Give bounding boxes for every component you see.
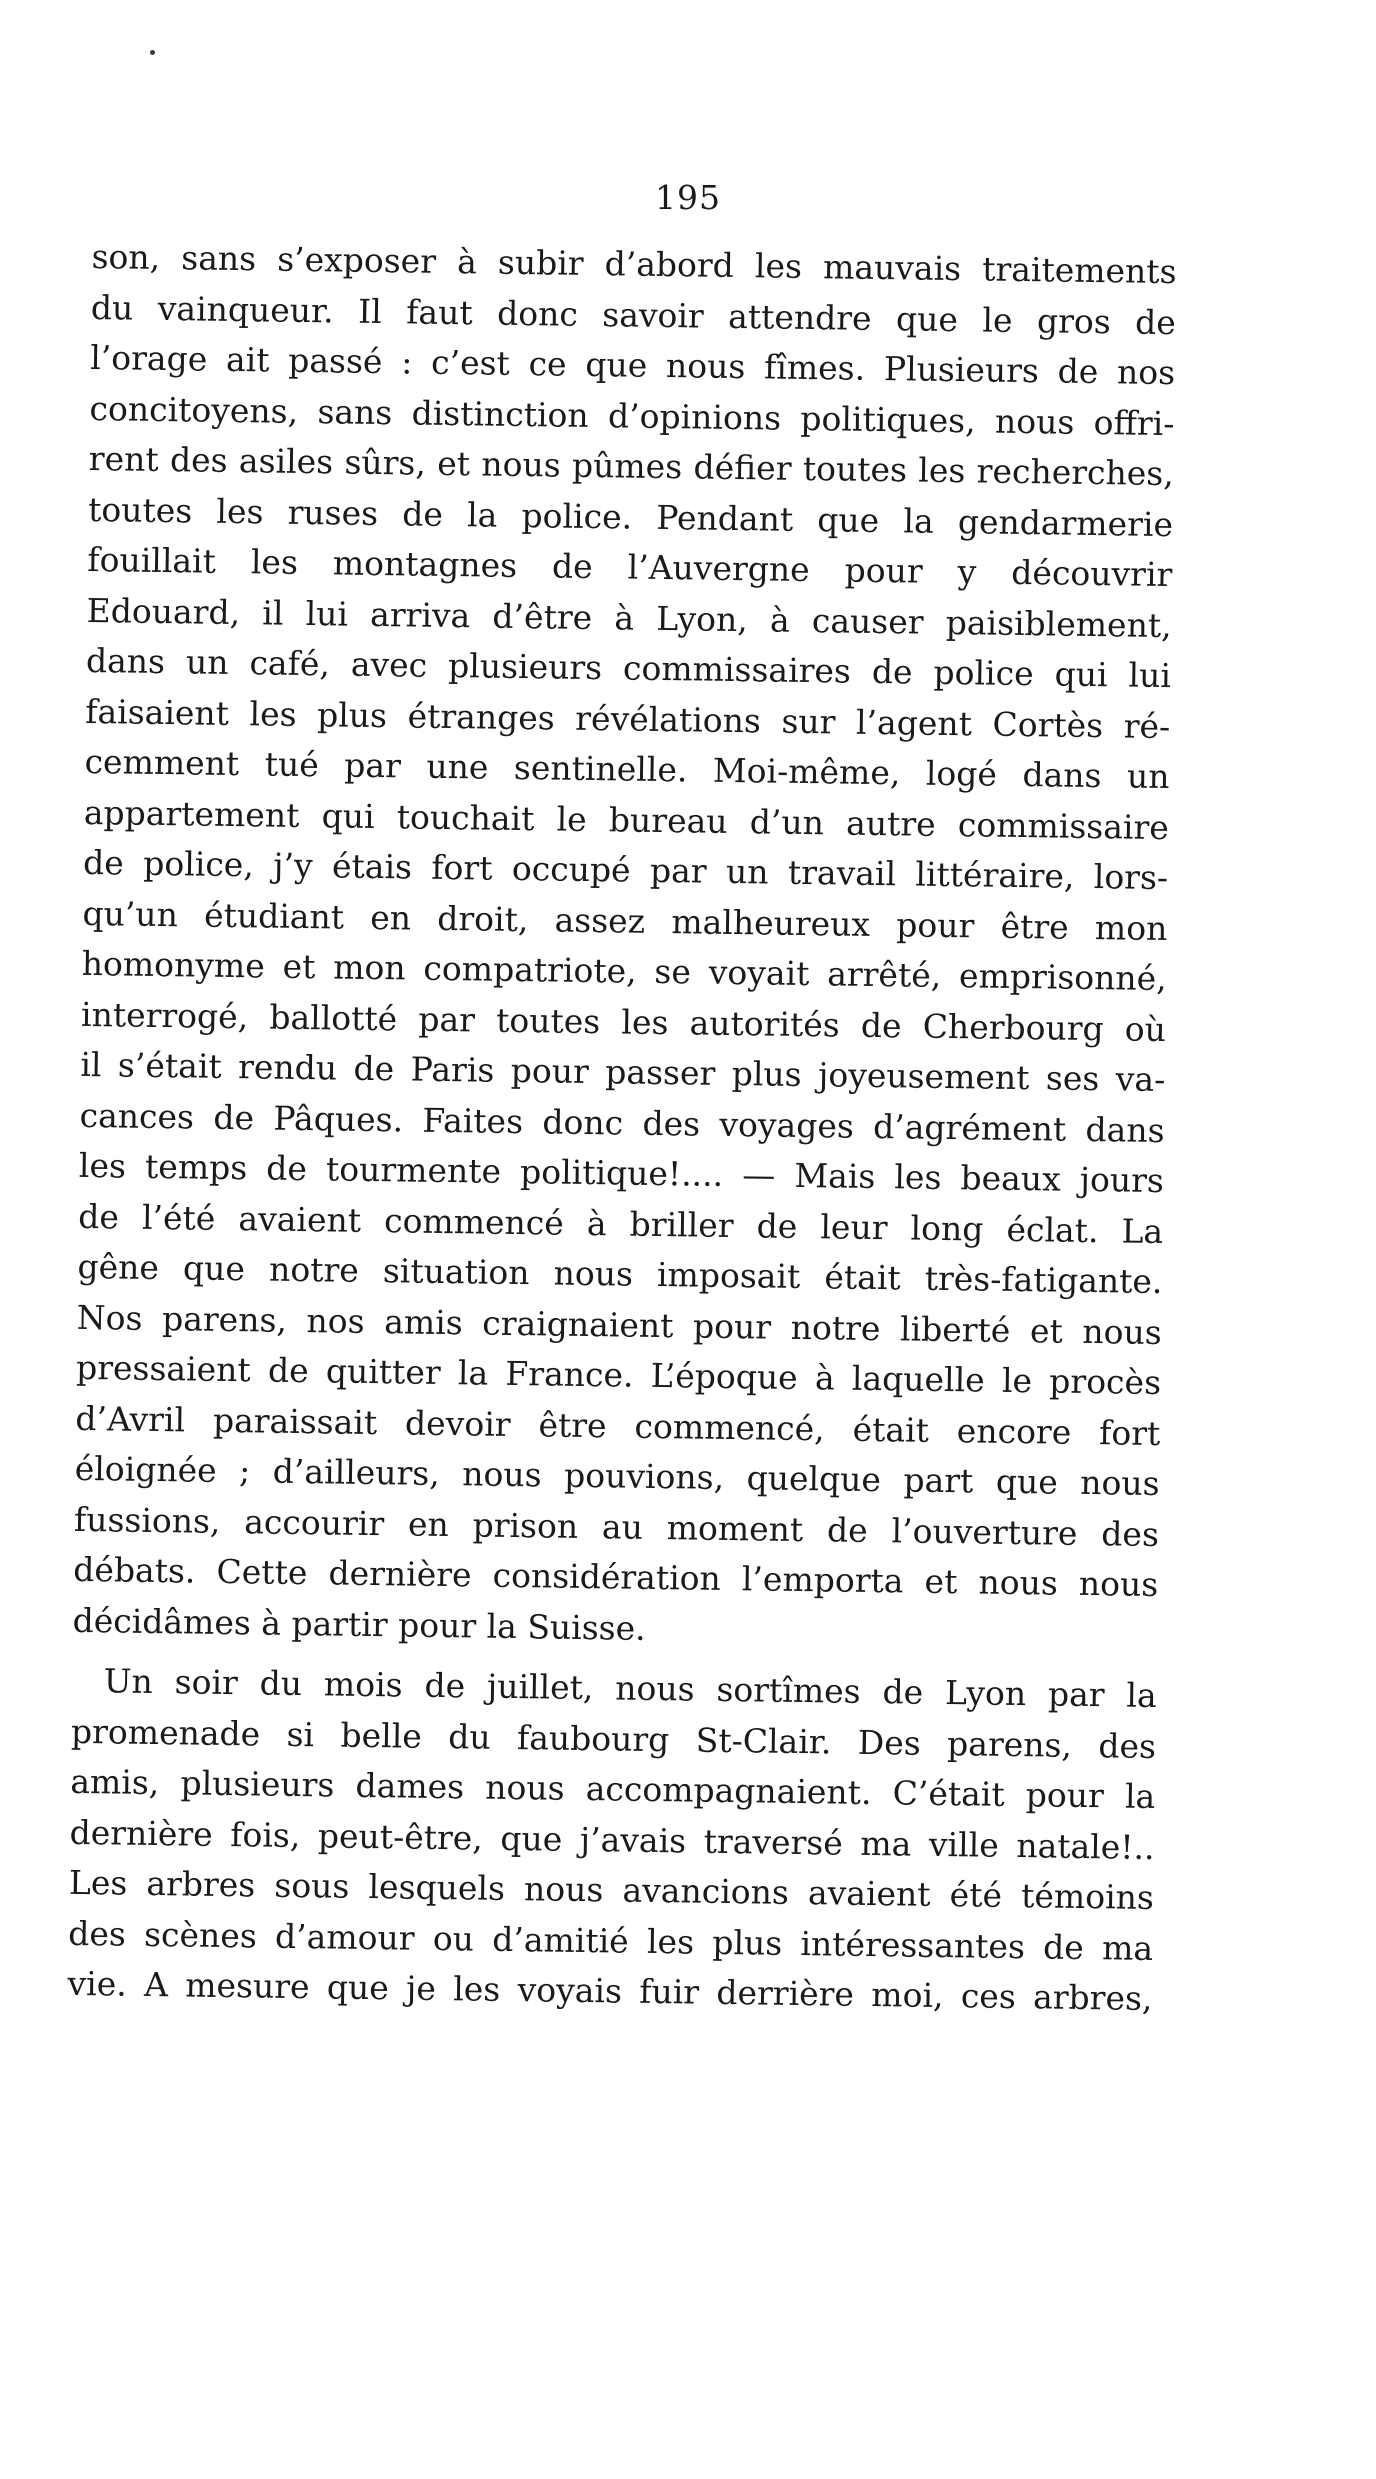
text-line: promenade si belle du faubourg St-Clair. Des parens, des [70,1711,1157,1766]
text-line: amis, plusieurs dames nous accompagnaient. C’était pour la [70,1761,1156,1816]
text-line: Edouard, il lui arriva d’être à Lyon, à causer paisiblement, [86,590,1172,645]
text-line: de l’été avaient commencé à briller de leur long éclat. La [77,1196,1164,1251]
text-line: concitoyens, sans distinction d’opinions politiques, nous offri- [89,388,1175,443]
text-line: pressaient de quitter la France. L’époque à laquelle le procès [75,1347,1162,1403]
text-line: interrogé, ballotté par toutes les autorités de Cherbourg où [80,994,1167,1049]
text-line: faisaient les plus étranges révélations sur l’agent Cortès ré- [85,691,1171,746]
text-line: des scènes d’amour ou d’amitié les plus intéressantes de ma [67,1913,1154,1968]
text-line: homonyme et mon compatriote, se voyait arrêté, emprisonné, [81,943,1167,999]
text-line: dans un café, avec plusieurs commissaires de police qui lui [85,640,1172,696]
text-line: dernière fois, peut-être, que j’avais traversé ma ville natale!.. [69,1812,1155,1867]
page-number: 195 [655,178,721,217]
paragraph-2 [67,1656,1157,2025]
text-line: toutes les ruses de la police. Pendant que la gendarmerie [87,489,1174,544]
text-line: du vainqueur. Il faut donc savoir attendre que le gros de [90,287,1177,342]
paragraph-1 [72,232,1177,1661]
text-line: cemment tué par une sentinelle. Moi-même, logé dans un [84,741,1170,797]
text-line: d’Avril paraissait devoir être commencé, était encore fort [75,1398,1161,1453]
text-line: qu’un étudiant en droit, assez malheureux pour être mon [82,893,1168,948]
text-line: vie. A mesure que je les voyais fuir derrière moi, ces arbres, [67,1963,1153,2018]
text-line: il s’était rendu de Paris pour passer plus joyeusement ses va- [80,1044,1166,1100]
text-line: son, sans s’exposer à subir d’abord les mauvais traitements [91,236,1177,292]
text-line: les temps de tourmente politique!.... — Mais les beaux jours [78,1145,1165,1201]
text-line: appartement qui touchait le bureau d’un autre commissaire [83,792,1170,847]
text-line: éloignée ; d’ailleurs, nous pouvions, quelque part que nous [74,1448,1160,1504]
text-line: rent des asiles sûrs, et nous pûmes défier toutes les recherches, [88,438,1175,494]
ink-speck [150,50,155,55]
text-line: Les arbres sous lesquels nous avancions avaient été témoins [68,1862,1155,1917]
text-line: débats. Cette dernière considération l’emporta et nous nous [73,1549,1159,1605]
text-line: Un soir du mois de juillet, nous sortîmes de Lyon par la [103,1661,1157,1716]
text-line: fussions, accourir en prison au moment de l’ouverture des [73,1499,1160,1554]
text-line: fouillait les montagnes de l’Auvergne pour y découvrir [87,539,1173,595]
body-text [67,232,1177,2024]
text-line: de police, j’y étais fort occupé par un travail littéraire, lors- [82,842,1169,898]
text-line: Nos parens, nos amis craignaient pour notre liberté et nous [76,1297,1163,1352]
text-line: gêne que notre situation nous imposait était très-fatigante. [77,1246,1163,1302]
text-line: l’orage ait passé : c’est ce que nous fîmes. Plusieurs de nos [89,337,1176,393]
text-line: cances de Pâques. Faites donc des voyages d’agrément dans [79,1095,1165,1150]
text-line: décidâmes à partir pour la Suisse. [72,1600,646,1648]
